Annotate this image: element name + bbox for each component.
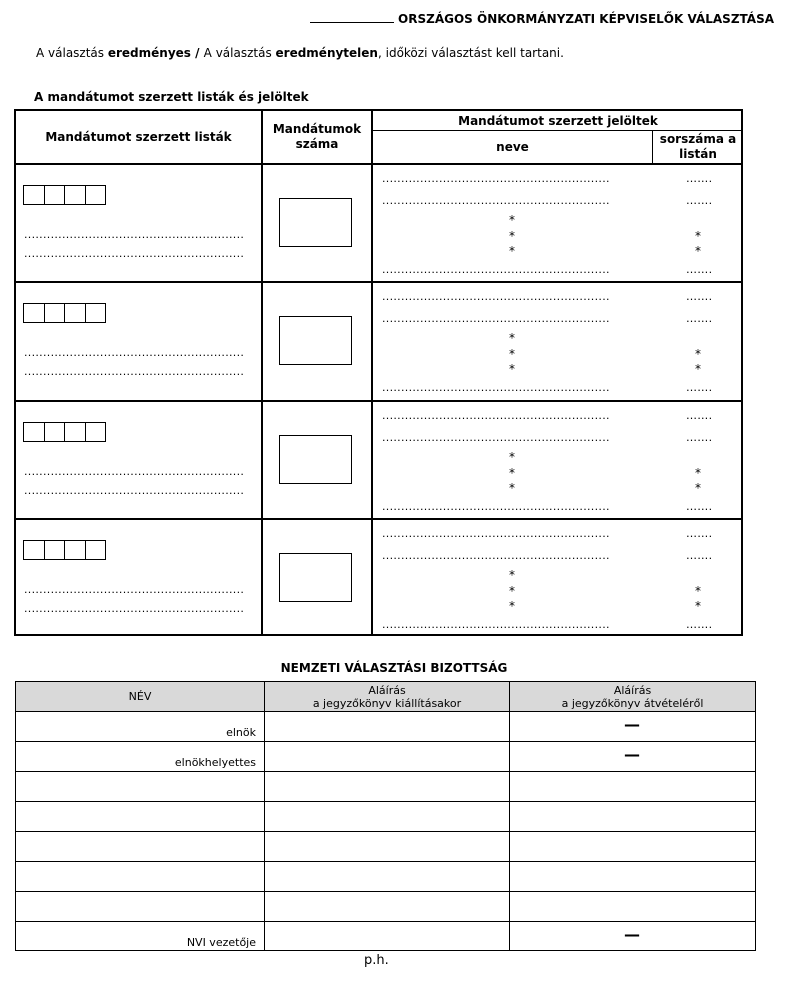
order-number-field[interactable]: ……. — [686, 291, 713, 303]
section-title: A mandátumot szerzett listák és jelöltek — [34, 90, 309, 104]
ellipsis-star: * — [509, 331, 515, 345]
candidate-name-line[interactable]: ............................................................ — [382, 410, 610, 422]
grid-line — [371, 111, 373, 636]
role-label: elnök — [226, 726, 256, 739]
list-id-boxes[interactable] — [23, 422, 106, 442]
grid-line — [16, 891, 755, 892]
result-valid-option[interactable]: eredményes — [107, 46, 191, 60]
order-number-field[interactable]: ……. — [686, 528, 713, 540]
ellipsis-star: * — [509, 481, 515, 495]
list-id-boxes[interactable] — [23, 185, 106, 205]
col-header-name: NÉV — [16, 682, 264, 711]
grid-line — [16, 741, 755, 742]
list-name-line[interactable]: .......................................................... — [24, 366, 245, 378]
result-invalid-option[interactable]: eredménytelen — [275, 46, 378, 60]
candidate-name-line[interactable]: ............................................................ — [382, 173, 610, 185]
stamp-label: p.h. — [364, 953, 389, 968]
ellipsis-star: * — [695, 466, 701, 480]
not-applicable-dash: — — [624, 715, 640, 734]
list-name-line[interactable]: .......................................................... — [24, 584, 245, 596]
list-name-line[interactable]: .......................................................... — [24, 485, 245, 497]
grid-line — [509, 682, 510, 950]
ellipsis-star: * — [509, 584, 515, 598]
list-id-boxes[interactable] — [23, 540, 106, 560]
ellipsis-star: * — [509, 347, 515, 361]
order-number-field[interactable]: ……. — [686, 173, 713, 185]
order-number-field[interactable]: ……. — [686, 501, 713, 513]
ellipsis-star: * — [695, 244, 701, 258]
grid-line — [373, 130, 743, 131]
grid-line — [261, 111, 263, 636]
mandate-count-box[interactable] — [279, 553, 352, 602]
grid-line — [16, 281, 743, 283]
grid-line — [652, 130, 653, 163]
result-prefix-2: A választás — [203, 46, 276, 60]
mandate-count-box[interactable] — [279, 316, 352, 365]
ellipsis-star: * — [695, 481, 701, 495]
ellipsis-star: * — [509, 362, 515, 376]
ellipsis-star: * — [695, 599, 701, 613]
grid-line — [16, 771, 755, 772]
ellipsis-star: * — [509, 599, 515, 613]
candidate-name-line[interactable]: ............................................................ — [382, 501, 610, 513]
candidate-name-line[interactable]: ............................................................ — [382, 550, 610, 562]
committee-table — [15, 681, 756, 951]
candidate-name-line[interactable]: ............................................................ — [382, 432, 610, 444]
order-number-field[interactable]: ……. — [686, 550, 713, 562]
candidate-name-line[interactable]: ............................................................ — [382, 528, 610, 540]
grid-line — [16, 921, 755, 922]
result-suffix: , időközi választást kell tartani. — [377, 46, 564, 60]
candidate-name-line[interactable]: ............................................................ — [382, 195, 610, 207]
grid-line — [16, 831, 755, 832]
grid-line — [264, 682, 265, 950]
list-name-line[interactable]: .......................................................... — [24, 603, 245, 615]
list-name-line[interactable]: .......................................................... — [24, 248, 245, 260]
col-header-candidates: Mandátumot szerzett jelöltek — [458, 113, 658, 128]
candidate-name-line[interactable]: ............................................................ — [382, 313, 610, 325]
order-number-field[interactable]: ……. — [686, 410, 713, 422]
order-number-field[interactable]: ……. — [686, 619, 713, 631]
committee-title: NEMZETI VÁLASZTÁSI BIZOTTSÁG — [280, 661, 508, 675]
form-header — [310, 12, 774, 26]
role-label: NVI vezetője — [186, 936, 256, 949]
grid-line — [16, 861, 755, 862]
candidate-name-line[interactable]: ............................................................ — [382, 382, 610, 394]
ellipsis-star: * — [509, 244, 515, 258]
list-name-line[interactable]: .......................................................... — [24, 229, 245, 241]
col-header-sign-issue: Aláírás a jegyzőkönyv kiállításakor — [265, 682, 509, 711]
grid-line — [16, 163, 743, 165]
grid-line — [16, 711, 755, 712]
ellipsis-star: * — [509, 229, 515, 243]
order-number-field[interactable]: ……. — [686, 313, 713, 325]
result-line — [36, 46, 564, 60]
col-header-count: Mandátumok száma — [272, 122, 362, 151]
mandate-count-box[interactable] — [279, 435, 352, 484]
order-number-field[interactable]: ……. — [686, 432, 713, 444]
grid-line — [16, 518, 743, 520]
ellipsis-star: * — [509, 213, 515, 227]
col-header-lists: Mandátumot szerzett listák — [45, 129, 232, 144]
not-applicable-dash: — — [624, 745, 640, 764]
list-name-line[interactable]: .......................................................... — [24, 347, 245, 359]
col-header-name: neve — [496, 140, 529, 154]
role-label: elnökhelyettes — [174, 756, 256, 769]
mandate-table — [14, 109, 743, 636]
col-header-order: sorszáma a listán — [659, 131, 737, 161]
mandate-count-box[interactable] — [279, 198, 352, 247]
ellipsis-star: * — [695, 362, 701, 376]
list-name-line[interactable]: .......................................................... — [24, 466, 245, 478]
grid-line — [16, 801, 755, 802]
candidate-name-line[interactable]: ............................................................ — [382, 291, 610, 303]
grid-line — [16, 400, 743, 402]
order-number-field[interactable]: ……. — [686, 382, 713, 394]
not-applicable-dash: — — [624, 925, 640, 944]
order-number-field[interactable]: ……. — [686, 195, 713, 207]
list-id-boxes[interactable] — [23, 303, 106, 323]
ellipsis-star: * — [509, 466, 515, 480]
ellipsis-star: * — [509, 450, 515, 464]
result-separator: / — [190, 46, 204, 60]
candidate-name-line[interactable]: ............................................................ — [382, 264, 610, 276]
col-header-sign-receipt: Aláírás a jegyzőkönyv átvételéről — [510, 682, 755, 711]
ellipsis-star: * — [695, 347, 701, 361]
result-prefix: A választás — [36, 46, 108, 60]
ellipsis-star: * — [695, 584, 701, 598]
header-title: ORSZÁGOS ÖNKORMÁNYZATI KÉPVISELŐK VÁLASZTÁSA — [398, 12, 774, 26]
ellipsis-star: * — [695, 229, 701, 243]
order-number-field[interactable]: ……. — [686, 264, 713, 276]
ellipsis-star: * — [509, 568, 515, 582]
candidate-name-line[interactable]: ............................................................ — [382, 619, 610, 631]
header-blank-field[interactable] — [310, 12, 394, 23]
